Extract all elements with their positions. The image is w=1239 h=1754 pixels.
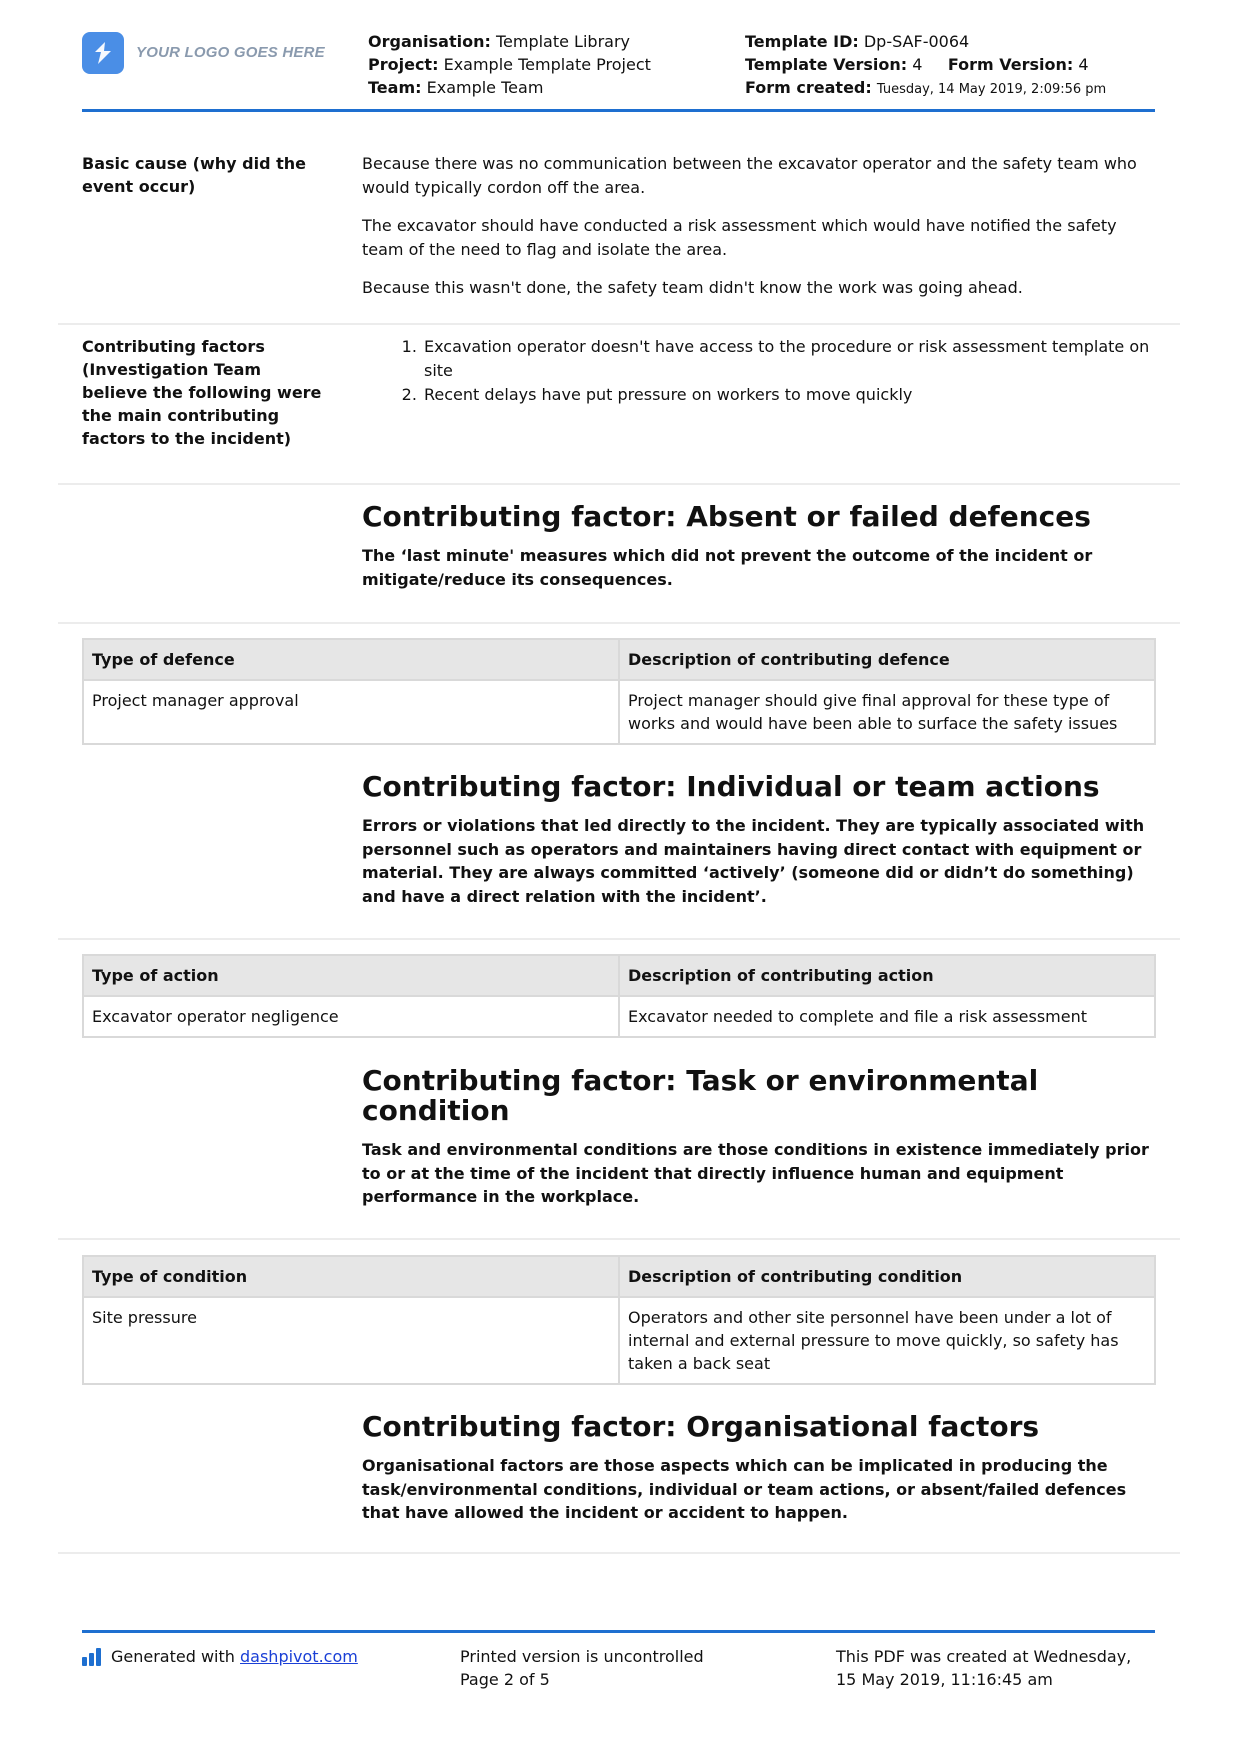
table-row xyxy=(83,1297,1155,1384)
contributing-factors-list xyxy=(362,335,1162,407)
uncontrolled-notice: Printed version is uncontrolled xyxy=(460,1647,704,1666)
table-cell: Project manager should give final approval for these type of works and would have been able to surface the safety issues xyxy=(619,680,1155,744)
basic-cause-paragraph: The excavator should have conducted a risk assessment which would have notified the safety team of the need to flag and isolate the area. xyxy=(362,216,1117,259)
column-header: Description of contributing condition xyxy=(619,1256,1155,1297)
page-header xyxy=(82,30,1155,110)
conditions-table xyxy=(82,1255,1156,1385)
form-created-label: Form created: xyxy=(745,78,872,97)
dashpivot-link[interactable]: dashpivot.com xyxy=(240,1647,358,1666)
generated-with-text: Generated with xyxy=(111,1647,240,1666)
actions-table xyxy=(82,954,1156,1038)
section-description: Task and environmental conditions are those conditions in existence immediately prior to or at the time of the incident that directly influence human and equipment performance in the workplace. xyxy=(362,1140,1149,1206)
section-organisational-factors xyxy=(58,1412,1180,1554)
table-cell: Excavator needed to complete and file a risk assessment xyxy=(619,996,1155,1037)
list-item: 2. Recent delays have put pressure on workers to move quickly xyxy=(422,383,1162,407)
team-value: Example Team xyxy=(426,78,544,97)
list-item: 1. Excavation operator doesn't have access to the procedure or risk assessment template on site xyxy=(422,335,1162,383)
pdf-created-timestamp: This PDF was created at Wednesday, 15 May 2019, 11:16:45 am xyxy=(836,1647,1132,1689)
column-header: Type of defence xyxy=(83,639,619,680)
section-title: Contributing factor: Individual or team actions xyxy=(362,770,1100,803)
basic-cause-paragraph: Because there was no communication between the excavator operator and the safety team who would typically cordon off the area. xyxy=(362,154,1137,197)
form-version-label: Form Version: xyxy=(947,55,1074,74)
table-cell: Site pressure xyxy=(83,1297,619,1384)
table-row xyxy=(83,996,1155,1037)
section-title: Contributing factor: Task or environmental condition xyxy=(362,1064,1039,1127)
contributing-factors-body xyxy=(362,335,1162,407)
logo xyxy=(82,32,325,74)
organisation-label: Organisation: xyxy=(368,32,491,51)
basic-cause-label: Basic cause (why did the event occur) xyxy=(82,154,307,196)
defences-table xyxy=(82,638,1156,745)
section-description: The ‘last minute' measures which did not prevent the outcome of the incident or mitigate/reduce its consequences. xyxy=(362,546,1093,589)
basic-cause-body xyxy=(362,152,1162,314)
form-version-value: 4 xyxy=(1078,55,1089,74)
basic-cause-row xyxy=(58,140,1180,325)
table-cell: Excavator operator negligence xyxy=(83,996,619,1037)
project-value: Example Template Project xyxy=(443,55,651,74)
header-divider xyxy=(82,109,1155,112)
section-title: Contributing factor: Absent or failed defences xyxy=(362,500,1091,533)
header-organisation-column xyxy=(368,30,651,99)
column-header: Type of action xyxy=(83,955,619,996)
basic-cause-paragraph: Because this wasn't done, the safety team didn't know the work was going ahead. xyxy=(362,278,1023,297)
project-label: Project: xyxy=(368,55,439,74)
footer-generated xyxy=(82,1645,358,1668)
table-cell: Operators and other site personnel have been under a lot of internal and external pressure to move quickly, so safety has taken a back seat xyxy=(619,1297,1155,1384)
footer-divider xyxy=(82,1630,1155,1633)
template-id-value: Dp-SAF-0064 xyxy=(863,32,970,51)
section-individual-team-actions xyxy=(58,772,1180,940)
section-description: Organisational factors are those aspects which can be implicated in producing the task/environmental conditions, individual or team actions, or absent/failed defences that have allowed the incident or accident to happen. xyxy=(362,1456,1127,1522)
section-description: Errors or violations that led directly to the incident. They are typically associated with personnel such as operators and maintainers having direct contact with equipment or material. They are always committed ‘actively’ (someone did or didn’t do something) and have a direct relation with the incident’. xyxy=(362,816,1145,906)
header-template-column xyxy=(745,30,1106,101)
contributing-factors-row xyxy=(58,325,1180,485)
column-header: Description of contributing defence xyxy=(619,639,1155,680)
table-header-row xyxy=(83,1256,1155,1297)
section-title: Contributing factor: Organisational factors xyxy=(362,1410,1040,1443)
page-number: Page 2 of 5 xyxy=(460,1670,550,1689)
template-version-value: 4 xyxy=(912,55,923,74)
table-row xyxy=(83,680,1155,744)
dashpivot-logo-icon xyxy=(82,1648,103,1666)
contributing-factors-label: Contributing factors (Investigation Team believe the following were the main contributing factors to the incident) xyxy=(82,337,322,448)
template-id-label: Template ID: xyxy=(745,32,859,51)
column-header: Type of condition xyxy=(83,1256,619,1297)
logo-text: YOUR LOGO GOES HERE xyxy=(136,44,325,62)
footer-status xyxy=(460,1645,704,1691)
template-version-label: Template Version: xyxy=(745,55,908,74)
column-header: Description of contributing action xyxy=(619,955,1155,996)
table-header-row xyxy=(83,639,1155,680)
section-absent-failed-defences xyxy=(58,502,1180,624)
team-label: Team: xyxy=(368,78,422,97)
table-header-row xyxy=(83,955,1155,996)
section-task-environmental-condition xyxy=(58,1066,1180,1240)
form-created-value: Tuesday, 14 May 2019, 2:09:56 pm xyxy=(876,82,1107,97)
logo-icon xyxy=(82,32,124,74)
table-cell: Project manager approval xyxy=(83,680,619,744)
organisation-value: Template Library xyxy=(495,32,630,51)
